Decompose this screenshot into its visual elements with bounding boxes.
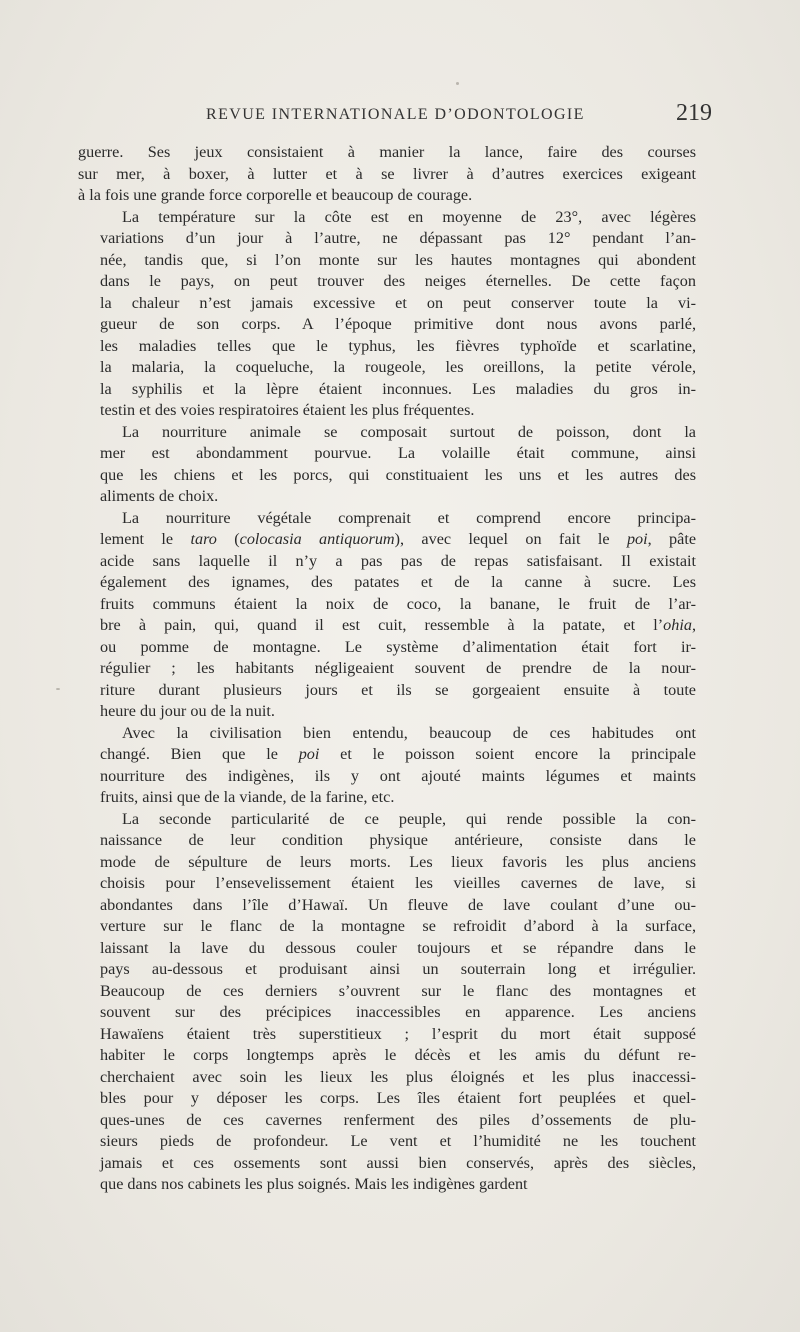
text-line: habiter le corps longtemps après le décès et les amis du défunt re- [100,1046,696,1064]
text-line: La nourriture végétale comprenait et comprend encore principa- [122,508,696,527]
text-line: La seconde particularité de ce peuple, qui rende possible la con- [122,809,696,828]
text-line: la chaleur n’est jamais excessive et on peut conserver toute la vi- [100,293,696,312]
body-text [78,142,696,1196]
text-line: que les chiens et les porcs, qui constituaient les uns et les autres des [100,465,696,484]
text-line: gueur de son corps. A l’époque primitive dont nous avons parlé, [100,315,696,333]
text-line: la syphilis et la lèpre étaient inconnues. Les maladies du gros in- [100,379,696,398]
text-line: les maladies telles que le typhus, les fièvres typhoïde et scarlatine, [100,336,696,355]
text-line: acide sans laquelle il n’y a pas pas de repas satisfaisant. Il existait [100,551,696,570]
paragraph [78,142,696,207]
text-line: régulier ; les habitants négligeaient souvent de prendre de la nour- [100,659,696,677]
text-line: fruits communs étaient la noix de coco, la banane, le fruit de l’ar- [100,594,696,613]
text-line: laissant la lave du dessous couler toujours et se répandre dans le [100,938,696,957]
text-line: sur mer, à boxer, à lutter et à se livrer à d’autres exercices exigeant [78,164,696,183]
text-line: variations d’un jour à l’autre, ne dépassant pas 12° pendant l’an- [100,229,696,247]
text-line: dans le pays, on peut trouver des neiges éternelles. De cette façon [100,272,696,290]
text-line: Beaucoup de ces derniers s’ouvrent sur le flanc des montagnes et [100,981,696,1000]
text-line: verture sur le flanc de la montagne se refroidit d’abord à la surface, [100,917,696,935]
text-line: nourriture des indigènes, ils y ont ajouté maints légumes et maints [100,766,696,785]
text-line: bre à pain, qui, quand il est cuit, ressemble à la patate, et l’ohia, [100,616,696,634]
text-line: mer est abondamment pourvue. La volaille était commune, ainsi [100,444,696,462]
running-head [78,100,712,130]
text-line: jamais et ces ossements sont aussi bien conservés, après des siècles, [100,1153,696,1172]
text-line: aliments de choix. [100,487,219,505]
paper-speck [56,688,60,690]
text-line: testin et des voies respiratoires étaient les plus fréquentes. [100,401,475,419]
text-line: riture durant plusieurs jours et ils se gorgeaient ensuite à toute [100,680,696,699]
text-line: guerre. Ses jeux consistaient à manier la lance, faire des courses [78,143,696,161]
text-line: Avec la civilisation bien entendu, beaucoup de ces habitudes ont [122,723,696,742]
text-line: souvent sur des précipices inaccessibles en apparence. Les anciens [100,1003,696,1021]
text-line: naissance de leur condition physique antérieure, consiste dans le [100,831,696,849]
text-line: ques-unes de ces cavernes renferment des piles d’ossements de plu- [100,1110,696,1129]
text-line: fruits, ainsi que de la viande, de la farine, etc. [100,788,395,806]
text-line: choisis pour l’ensevelissement étaient les vieilles cavernes de lave, si [100,874,696,892]
text-line: pays au-dessous et produisant ainsi un souterrain long et irrégulier. [100,960,696,978]
text-line: Hawaïens étaient très superstitieux ; l’esprit du mort était supposé [100,1024,696,1043]
text-line: la malaria, la coqueluche, la rougeole, les oreillons, la petite vérole, [100,358,696,376]
text-line: lement le taro (colocasia antiquorum), avec lequel on fait le poi, pâte [100,530,697,548]
text-line: née, tandis que, si l’on monte sur les hautes montagnes qui abondent [100,250,696,269]
text-line: mode de sépulture de leurs morts. Les lieux favoris les plus anciens [100,852,696,871]
text-line: bles pour y déposer les corps. Les îles étaient fort peuplées et quel- [100,1089,696,1107]
text-line: La nourriture animale se composait surtout de poisson, dont la [122,422,696,441]
text-line: ou pomme de montagne. Le système d’alimentation était fort ir- [100,637,696,656]
paragraph [78,207,696,422]
text-line: cherchaient avec soin les lieux les plus éloignés et les plus inaccessi- [100,1067,696,1086]
paragraph [78,422,696,508]
page-number: 219 [676,100,712,126]
text-line: sieurs pieds de profondeur. Le vent et l’humidité ne les touchent [100,1132,696,1150]
paragraph [78,809,696,1196]
text-line: heure du jour ou de la nuit. [100,702,275,720]
text-line: abondantes dans l’île d’Hawaï. Un fleuve de lave coulant d’une ou- [100,895,696,914]
text-line: à la fois une grande force corporelle et beaucoup de courage. [78,186,473,204]
journal-title: REVUE INTERNATIONALE D’ODONTOLOGIE [206,106,585,123]
text-line: également des ignames, des patates et de la canne à sucre. Les [100,573,696,591]
paper-speck [456,82,459,85]
text-line: La température sur la côte est en moyenne de 23°, avec légères [122,207,696,226]
paragraph [78,508,696,723]
text-line: que dans nos cabinets les plus soignés. Mais les indigènes gardent [100,1175,528,1193]
text-line: changé. Bien que le poi et le poisson soient encore la principale [100,745,696,763]
paragraph [78,723,696,809]
